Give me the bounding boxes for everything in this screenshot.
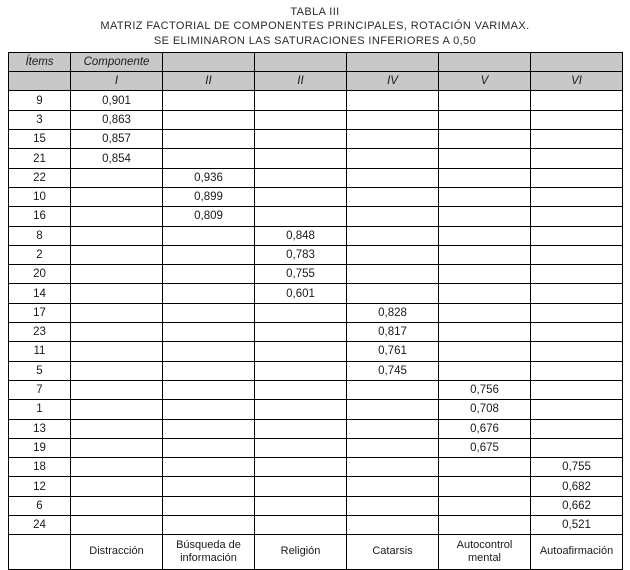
row22-cell-0: 24 [9, 516, 71, 535]
table-row-item-7 [9, 380, 623, 399]
row19-cell-1 [71, 458, 163, 477]
row5-cell-5 [439, 187, 531, 206]
row5-cell-0: 10 [9, 187, 71, 206]
row2-cell-2 [163, 130, 255, 149]
row13-cell-6 [531, 342, 623, 361]
row4-cell-3 [255, 168, 347, 187]
row1-cell-6 [531, 110, 623, 129]
row4-cell-1 [71, 168, 163, 187]
row15-cell-4 [347, 380, 439, 399]
header-cell-5 [439, 52, 531, 71]
table-row-item-16 [9, 207, 623, 226]
row18-cell-3 [255, 438, 347, 457]
row9-cell-3: 0,755 [255, 265, 347, 284]
row20-cell-3 [255, 477, 347, 496]
row22-cell-5 [439, 516, 531, 535]
row12-cell-4: 0,817 [347, 323, 439, 342]
table-row-item-19 [9, 438, 623, 457]
row4-cell-4 [347, 168, 439, 187]
row17-cell-4 [347, 419, 439, 438]
footer-cell-1: Distracción [71, 535, 163, 570]
row17-cell-6 [531, 419, 623, 438]
factor-matrix-table [8, 52, 623, 570]
row7-cell-0: 8 [9, 226, 71, 245]
row7-cell-3: 0,848 [255, 226, 347, 245]
row21-cell-3 [255, 496, 347, 515]
row15-cell-6 [531, 380, 623, 399]
row5-cell-2: 0,899 [163, 187, 255, 206]
table-row-item-11 [9, 342, 623, 361]
header-cell-1: Componente [71, 52, 163, 71]
row8-cell-6 [531, 245, 623, 264]
table-row-item-22 [9, 168, 623, 187]
row9-cell-0: 20 [9, 265, 71, 284]
footer-cell-6: Autoafirmación [531, 535, 623, 570]
factor-header-cell-4: IV [347, 72, 439, 91]
row20-cell-2 [163, 477, 255, 496]
row2-cell-0: 15 [9, 130, 71, 149]
row5-cell-6 [531, 187, 623, 206]
row8-cell-1 [71, 245, 163, 264]
table-row-item-18 [9, 458, 623, 477]
row0-cell-3 [255, 91, 347, 110]
row18-cell-5: 0,675 [439, 438, 531, 457]
row0-cell-5 [439, 91, 531, 110]
row7-cell-1 [71, 226, 163, 245]
row9-cell-5 [439, 265, 531, 284]
row19-cell-6: 0,755 [531, 458, 623, 477]
row12-cell-2 [163, 323, 255, 342]
row22-cell-4 [347, 516, 439, 535]
row4-cell-5 [439, 168, 531, 187]
row19-cell-2 [163, 458, 255, 477]
factor-header-cell-1: I [71, 72, 163, 91]
row22-cell-2 [163, 516, 255, 535]
row21-cell-6: 0,662 [531, 496, 623, 515]
row21-cell-5 [439, 496, 531, 515]
row19-cell-5 [439, 458, 531, 477]
row2-cell-4 [347, 130, 439, 149]
row6-cell-4 [347, 207, 439, 226]
header-row-factors [9, 72, 623, 91]
row13-cell-4: 0,761 [347, 342, 439, 361]
row16-cell-2 [163, 400, 255, 419]
row15-cell-3 [255, 380, 347, 399]
footer-cell-0 [9, 535, 71, 570]
row21-cell-2 [163, 496, 255, 515]
footer-cell-4: Catarsis [347, 535, 439, 570]
row10-cell-5 [439, 284, 531, 303]
row6-cell-6 [531, 207, 623, 226]
row4-cell-6 [531, 168, 623, 187]
row14-cell-6 [531, 361, 623, 380]
row14-cell-2 [163, 361, 255, 380]
row7-cell-5 [439, 226, 531, 245]
row2-cell-5 [439, 130, 531, 149]
row2-cell-1: 0,857 [71, 130, 163, 149]
row16-cell-3 [255, 400, 347, 419]
row16-cell-0: 1 [9, 400, 71, 419]
row6-cell-0: 16 [9, 207, 71, 226]
row8-cell-4 [347, 245, 439, 264]
row10-cell-4 [347, 284, 439, 303]
row3-cell-5 [439, 149, 531, 168]
table-row-item-12 [9, 477, 623, 496]
factor-table-body [9, 52, 623, 569]
header-cell-6 [531, 52, 623, 71]
row12-cell-3 [255, 323, 347, 342]
table-row-item-6 [9, 496, 623, 515]
table-row-item-23 [9, 323, 623, 342]
row14-cell-0: 5 [9, 361, 71, 380]
row18-cell-6 [531, 438, 623, 457]
row1-cell-0: 3 [9, 110, 71, 129]
row9-cell-4 [347, 265, 439, 284]
row6-cell-5 [439, 207, 531, 226]
table-row-item-2 [9, 245, 623, 264]
row18-cell-2 [163, 438, 255, 457]
row19-cell-4 [347, 458, 439, 477]
row14-cell-1 [71, 361, 163, 380]
row12-cell-6 [531, 323, 623, 342]
row17-cell-2 [163, 419, 255, 438]
row15-cell-1 [71, 380, 163, 399]
header-cell-3 [255, 52, 347, 71]
row0-cell-2 [163, 91, 255, 110]
row5-cell-1 [71, 187, 163, 206]
row10-cell-1 [71, 284, 163, 303]
row7-cell-4 [347, 226, 439, 245]
table-title-line-2: SE ELIMINARON LAS SATURACIONES INFERIORES A 0,50 [153, 34, 477, 47]
factor-header-cell-2: II [163, 72, 255, 91]
table-row-item-9 [9, 91, 623, 110]
row21-cell-0: 6 [9, 496, 71, 515]
header-cell-2 [163, 52, 255, 71]
row14-cell-4: 0,745 [347, 361, 439, 380]
row15-cell-5: 0,756 [439, 380, 531, 399]
table-row-item-24 [9, 516, 623, 535]
footer-cell-3: Religión [255, 535, 347, 570]
row14-cell-5 [439, 361, 531, 380]
row1-cell-5 [439, 110, 531, 129]
row8-cell-2 [163, 245, 255, 264]
row12-cell-5 [439, 323, 531, 342]
table-row-item-20 [9, 265, 623, 284]
row0-cell-4 [347, 91, 439, 110]
row12-cell-0: 23 [9, 323, 71, 342]
row11-cell-5 [439, 303, 531, 322]
table-row-item-15 [9, 130, 623, 149]
row11-cell-0: 17 [9, 303, 71, 322]
header-cell-4 [347, 52, 439, 71]
row9-cell-6 [531, 265, 623, 284]
row7-cell-6 [531, 226, 623, 245]
row10-cell-6 [531, 284, 623, 303]
row15-cell-2 [163, 380, 255, 399]
row10-cell-2 [163, 284, 255, 303]
row3-cell-0: 21 [9, 149, 71, 168]
row0-cell-6 [531, 91, 623, 110]
row1-cell-4 [347, 110, 439, 129]
row9-cell-1 [71, 265, 163, 284]
table-row-item-14 [9, 284, 623, 303]
row21-cell-1 [71, 496, 163, 515]
row18-cell-4 [347, 438, 439, 457]
row11-cell-6 [531, 303, 623, 322]
row20-cell-5 [439, 477, 531, 496]
row20-cell-4 [347, 477, 439, 496]
row13-cell-2 [163, 342, 255, 361]
row15-cell-0: 7 [9, 380, 71, 399]
row3-cell-4 [347, 149, 439, 168]
row6-cell-1 [71, 207, 163, 226]
row3-cell-6 [531, 149, 623, 168]
row13-cell-1 [71, 342, 163, 361]
row10-cell-0: 14 [9, 284, 71, 303]
footer-row-factor-names [9, 535, 623, 570]
table-row-item-21 [9, 149, 623, 168]
row16-cell-5: 0,708 [439, 400, 531, 419]
row13-cell-3 [255, 342, 347, 361]
row7-cell-2 [163, 226, 255, 245]
row8-cell-5 [439, 245, 531, 264]
row4-cell-2: 0,936 [163, 168, 255, 187]
row20-cell-1 [71, 477, 163, 496]
row5-cell-3 [255, 187, 347, 206]
table-row-item-10 [9, 187, 623, 206]
row3-cell-1: 0,854 [71, 149, 163, 168]
row11-cell-2 [163, 303, 255, 322]
row10-cell-3: 0,601 [255, 284, 347, 303]
table-row-item-13 [9, 419, 623, 438]
header-row-labels [9, 52, 623, 71]
row14-cell-3 [255, 361, 347, 380]
row6-cell-3 [255, 207, 347, 226]
row22-cell-6: 0,521 [531, 516, 623, 535]
row1-cell-3 [255, 110, 347, 129]
table-number: TABLA III [290, 6, 340, 18]
row8-cell-3: 0,783 [255, 245, 347, 264]
row18-cell-1 [71, 438, 163, 457]
row13-cell-0: 11 [9, 342, 71, 361]
row12-cell-1 [71, 323, 163, 342]
row0-cell-0: 9 [9, 91, 71, 110]
row17-cell-0: 13 [9, 419, 71, 438]
row22-cell-1 [71, 516, 163, 535]
row5-cell-4 [347, 187, 439, 206]
header-cell-0: Ítems [9, 52, 71, 71]
row6-cell-2: 0,809 [163, 207, 255, 226]
row17-cell-5: 0,676 [439, 419, 531, 438]
footer-cell-5: Autocontrol mental [439, 535, 531, 570]
row1-cell-1: 0,863 [71, 110, 163, 129]
row19-cell-0: 18 [9, 458, 71, 477]
row0-cell-1: 0,901 [71, 91, 163, 110]
table-row-item-1 [9, 400, 623, 419]
row21-cell-4 [347, 496, 439, 515]
footer-cell-2: Búsqueda de información [163, 535, 255, 570]
factor-header-cell-3: II [255, 72, 347, 91]
row19-cell-3 [255, 458, 347, 477]
table-row-item-3 [9, 110, 623, 129]
row1-cell-2 [163, 110, 255, 129]
factor-header-cell-0 [9, 72, 71, 91]
table-title-line-1: MATRIZ FACTORIAL DE COMPONENTES PRINCIPALES, ROTACIÓN VARIMAX. [100, 20, 530, 33]
row8-cell-0: 2 [9, 245, 71, 264]
row11-cell-3 [255, 303, 347, 322]
table-row-item-17 [9, 303, 623, 322]
row9-cell-2 [163, 265, 255, 284]
factor-header-cell-6: VI [531, 72, 623, 91]
factor-header-cell-5: V [439, 72, 531, 91]
row3-cell-3 [255, 149, 347, 168]
row13-cell-5 [439, 342, 531, 361]
row16-cell-4 [347, 400, 439, 419]
row2-cell-6 [531, 130, 623, 149]
row20-cell-6: 0,682 [531, 477, 623, 496]
table-row-item-8 [9, 226, 623, 245]
table-row-item-5 [9, 361, 623, 380]
table-caption [8, 5, 622, 48]
row18-cell-0: 19 [9, 438, 71, 457]
row17-cell-1 [71, 419, 163, 438]
row11-cell-1 [71, 303, 163, 322]
row4-cell-0: 22 [9, 168, 71, 187]
row20-cell-0: 12 [9, 477, 71, 496]
row17-cell-3 [255, 419, 347, 438]
row11-cell-4: 0,828 [347, 303, 439, 322]
row3-cell-2 [163, 149, 255, 168]
row2-cell-3 [255, 130, 347, 149]
row16-cell-1 [71, 400, 163, 419]
row16-cell-6 [531, 400, 623, 419]
row22-cell-3 [255, 516, 347, 535]
